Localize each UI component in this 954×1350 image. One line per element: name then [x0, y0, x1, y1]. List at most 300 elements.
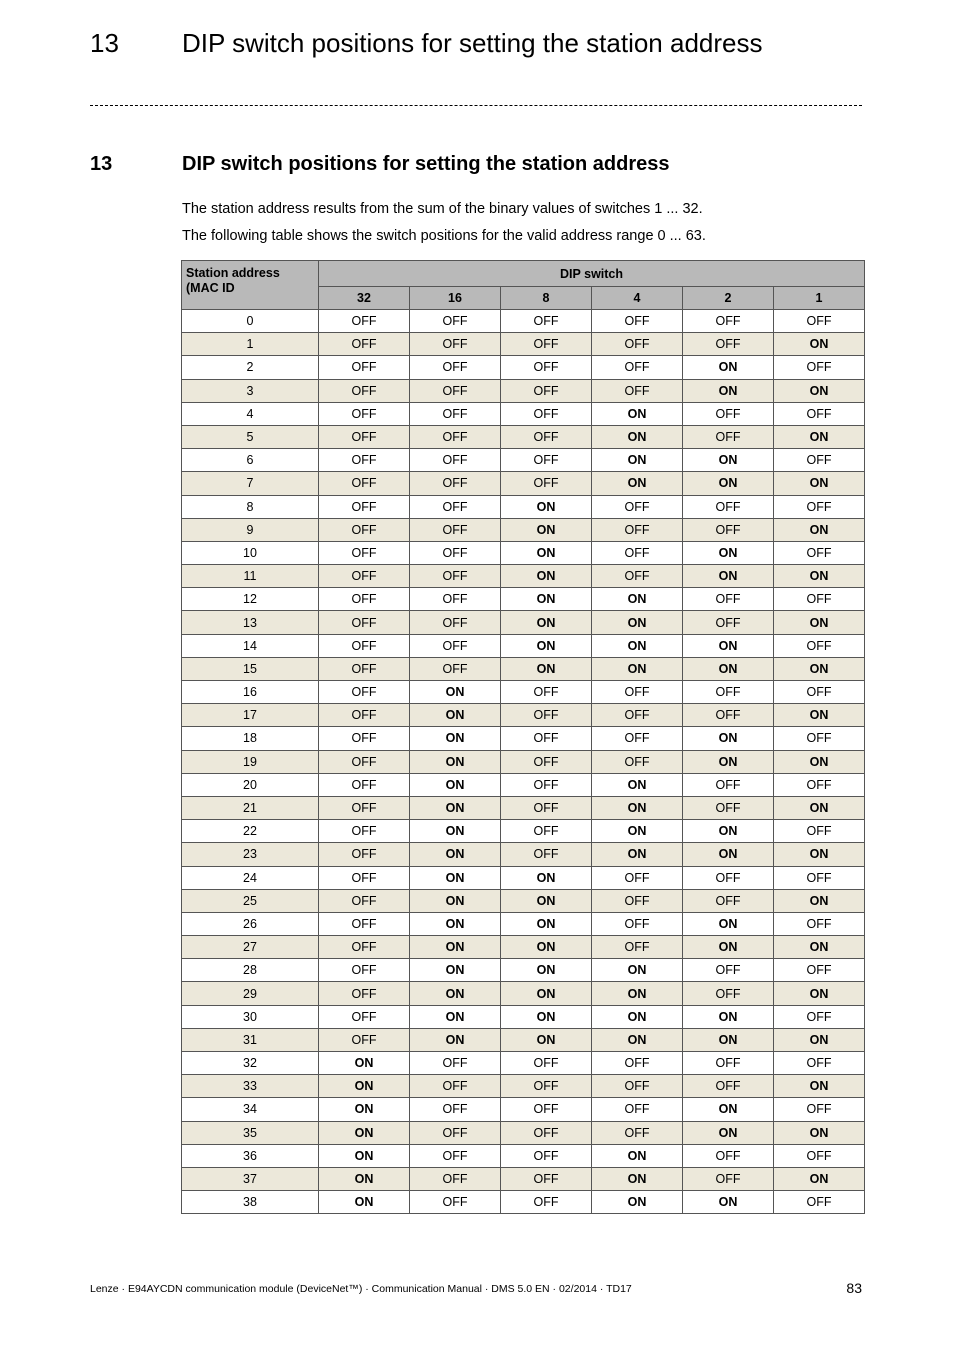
- switch-state-cell: OFF: [319, 912, 410, 935]
- switch-state-cell: OFF: [592, 681, 683, 704]
- switch-state-cell: OFF: [774, 449, 865, 472]
- switch-state-cell: ON: [774, 1167, 865, 1190]
- switch-state-cell: ON: [683, 727, 774, 750]
- switch-state-cell: OFF: [501, 425, 592, 448]
- table-row: [182, 796, 865, 819]
- switch-state-cell: OFF: [319, 402, 410, 425]
- switch-state-cell: OFF: [774, 912, 865, 935]
- table-row: [182, 356, 865, 379]
- switch-state-cell: OFF: [501, 843, 592, 866]
- switch-state-cell: ON: [501, 541, 592, 564]
- switch-state-cell: OFF: [410, 565, 501, 588]
- switch-state-cell: OFF: [410, 1121, 501, 1144]
- switch-state-cell: ON: [501, 959, 592, 982]
- switch-state-cell: OFF: [319, 310, 410, 333]
- switch-state-cell: ON: [319, 1191, 410, 1214]
- switch-2-header: 2: [683, 287, 774, 310]
- chapter-number: 13: [90, 28, 119, 58]
- switch-state-cell: OFF: [501, 1121, 592, 1144]
- switch-state-cell: OFF: [683, 1052, 774, 1075]
- table-row: [182, 959, 865, 982]
- switch-state-cell: OFF: [501, 379, 592, 402]
- switch-state-cell: ON: [592, 449, 683, 472]
- switch-state-cell: OFF: [683, 796, 774, 819]
- switch-state-cell: OFF: [774, 356, 865, 379]
- switch-state-cell: OFF: [592, 1052, 683, 1075]
- switch-state-cell: ON: [683, 936, 774, 959]
- switch-state-cell: ON: [319, 1075, 410, 1098]
- switch-state-cell: ON: [592, 1005, 683, 1028]
- table-row: [182, 912, 865, 935]
- station-address-cell: 8: [182, 495, 319, 518]
- switch-32-header: 32: [319, 287, 410, 310]
- switch-state-cell: OFF: [683, 310, 774, 333]
- switch-state-cell: OFF: [410, 1144, 501, 1167]
- table-row: [182, 565, 865, 588]
- table-row: [182, 402, 865, 425]
- station-address-cell: 16: [182, 681, 319, 704]
- switch-state-cell: OFF: [501, 310, 592, 333]
- station-address-cell: 32: [182, 1052, 319, 1075]
- switch-state-cell: OFF: [410, 402, 501, 425]
- switch-state-cell: OFF: [501, 1144, 592, 1167]
- switch-state-cell: OFF: [774, 1191, 865, 1214]
- switch-state-cell: OFF: [410, 449, 501, 472]
- station-address-cell: 3: [182, 379, 319, 402]
- table-row: [182, 1005, 865, 1028]
- switch-state-cell: ON: [410, 750, 501, 773]
- switch-state-cell: OFF: [410, 611, 501, 634]
- switch-state-cell: OFF: [319, 611, 410, 634]
- station-address-cell: 20: [182, 773, 319, 796]
- range-paragraph: The following table shows the switch positions for the valid address range 0 ... 63.: [182, 228, 706, 244]
- switch-state-cell: OFF: [683, 704, 774, 727]
- switch-state-cell: OFF: [319, 425, 410, 448]
- switch-state-cell: ON: [319, 1121, 410, 1144]
- table-row: [182, 1191, 865, 1214]
- station-address-cell: 15: [182, 657, 319, 680]
- switch-state-cell: ON: [683, 541, 774, 564]
- switch-state-cell: OFF: [683, 402, 774, 425]
- switch-state-cell: OFF: [319, 820, 410, 843]
- switch-state-cell: OFF: [592, 1121, 683, 1144]
- switch-state-cell: ON: [592, 796, 683, 819]
- switch-state-cell: ON: [774, 936, 865, 959]
- switch-state-cell: ON: [501, 1028, 592, 1051]
- station-address-cell: 1: [182, 333, 319, 356]
- switch-state-cell: OFF: [774, 588, 865, 611]
- station-address-cell: 22: [182, 820, 319, 843]
- switch-state-cell: ON: [683, 820, 774, 843]
- switch-state-cell: OFF: [774, 773, 865, 796]
- header-divider: [90, 105, 862, 106]
- switch-state-cell: OFF: [501, 356, 592, 379]
- switch-state-cell: ON: [774, 379, 865, 402]
- table-row: [182, 379, 865, 402]
- switch-state-cell: ON: [501, 1005, 592, 1028]
- switch-state-cell: OFF: [683, 1075, 774, 1098]
- table-row: [182, 611, 865, 634]
- table-row: [182, 541, 865, 564]
- station-address-cell: 29: [182, 982, 319, 1005]
- switch-state-cell: OFF: [319, 518, 410, 541]
- switch-state-cell: OFF: [410, 333, 501, 356]
- table-row: [182, 843, 865, 866]
- switch-state-cell: ON: [592, 1144, 683, 1167]
- switch-state-cell: ON: [774, 472, 865, 495]
- table-row: [182, 1075, 865, 1098]
- switch-state-cell: OFF: [774, 634, 865, 657]
- switch-state-cell: OFF: [319, 657, 410, 680]
- station-address-cell: 9: [182, 518, 319, 541]
- switch-state-cell: OFF: [774, 681, 865, 704]
- switch-state-cell: ON: [774, 889, 865, 912]
- switch-state-cell: OFF: [319, 982, 410, 1005]
- table-row: [182, 1098, 865, 1121]
- station-address-cell: 28: [182, 959, 319, 982]
- dip-switch-header: DIP switch: [319, 261, 865, 287]
- table-row: [182, 1028, 865, 1051]
- switch-state-cell: ON: [501, 657, 592, 680]
- switch-state-cell: ON: [683, 1191, 774, 1214]
- switch-state-cell: OFF: [319, 472, 410, 495]
- switch-state-cell: OFF: [592, 750, 683, 773]
- switch-state-cell: OFF: [774, 1005, 865, 1028]
- switch-state-cell: OFF: [592, 889, 683, 912]
- switch-state-cell: OFF: [319, 495, 410, 518]
- table-row: [182, 333, 865, 356]
- switch-state-cell: OFF: [410, 310, 501, 333]
- switch-state-cell: ON: [592, 402, 683, 425]
- switch-state-cell: OFF: [319, 356, 410, 379]
- switch-state-cell: ON: [501, 866, 592, 889]
- switch-state-cell: ON: [592, 472, 683, 495]
- table-row: [182, 1167, 865, 1190]
- switch-state-cell: OFF: [319, 773, 410, 796]
- table-row: [182, 495, 865, 518]
- switch-1-header: 1: [774, 287, 865, 310]
- switch-state-cell: OFF: [319, 588, 410, 611]
- switch-state-cell: OFF: [319, 750, 410, 773]
- table-row: [182, 1121, 865, 1144]
- station-address-cell: 17: [182, 704, 319, 727]
- switch-state-cell: ON: [683, 565, 774, 588]
- switch-8-header: 8: [501, 287, 592, 310]
- switch-state-cell: ON: [774, 750, 865, 773]
- table-row: [182, 773, 865, 796]
- switch-state-cell: ON: [683, 912, 774, 935]
- table-row: [182, 727, 865, 750]
- station-address-cell: 13: [182, 611, 319, 634]
- switch-state-cell: OFF: [410, 634, 501, 657]
- switch-state-cell: ON: [774, 1075, 865, 1098]
- switch-state-cell: ON: [501, 982, 592, 1005]
- switch-state-cell: OFF: [501, 820, 592, 843]
- switch-state-cell: ON: [683, 1121, 774, 1144]
- switch-state-cell: ON: [319, 1167, 410, 1190]
- switch-state-cell: OFF: [410, 1098, 501, 1121]
- table-row: [182, 449, 865, 472]
- switch-state-cell: OFF: [319, 727, 410, 750]
- switch-state-cell: OFF: [592, 1098, 683, 1121]
- switch-state-cell: OFF: [501, 402, 592, 425]
- switch-state-cell: OFF: [774, 1052, 865, 1075]
- table-row: [182, 425, 865, 448]
- station-address-cell: 37: [182, 1167, 319, 1190]
- switch-state-cell: ON: [410, 773, 501, 796]
- switch-state-cell: OFF: [319, 796, 410, 819]
- switch-state-cell: ON: [592, 820, 683, 843]
- switch-state-cell: OFF: [592, 495, 683, 518]
- switch-state-cell: OFF: [774, 866, 865, 889]
- switch-state-cell: ON: [774, 1121, 865, 1144]
- station-address-cell: 5: [182, 425, 319, 448]
- table-row: [182, 588, 865, 611]
- switch-state-cell: OFF: [774, 959, 865, 982]
- switch-state-cell: ON: [410, 843, 501, 866]
- switch-state-cell: ON: [410, 1005, 501, 1028]
- switch-state-cell: ON: [774, 657, 865, 680]
- switch-state-cell: OFF: [410, 657, 501, 680]
- switch-state-cell: OFF: [774, 495, 865, 518]
- station-address-cell: 38: [182, 1191, 319, 1214]
- station-address-cell: 11: [182, 565, 319, 588]
- switch-state-cell: OFF: [319, 959, 410, 982]
- switch-state-cell: OFF: [774, 1098, 865, 1121]
- station-address-cell: 35: [182, 1121, 319, 1144]
- table-row: [182, 704, 865, 727]
- switch-state-cell: ON: [774, 565, 865, 588]
- switch-state-cell: OFF: [410, 518, 501, 541]
- switch-state-cell: OFF: [592, 912, 683, 935]
- switch-state-cell: OFF: [319, 565, 410, 588]
- switch-state-cell: ON: [410, 727, 501, 750]
- table-row: [182, 657, 865, 680]
- table-row: [182, 820, 865, 843]
- switch-state-cell: OFF: [774, 727, 865, 750]
- section-title: DIP switch positions for setting the station address: [182, 153, 670, 175]
- switch-state-cell: ON: [501, 588, 592, 611]
- switch-state-cell: ON: [410, 681, 501, 704]
- switch-state-cell: ON: [410, 959, 501, 982]
- switch-state-cell: OFF: [683, 866, 774, 889]
- switch-state-cell: OFF: [774, 541, 865, 564]
- switch-state-cell: ON: [410, 982, 501, 1005]
- page-number: 83: [846, 1280, 862, 1296]
- switch-state-cell: OFF: [319, 681, 410, 704]
- switch-state-cell: OFF: [319, 866, 410, 889]
- switch-state-cell: OFF: [501, 1191, 592, 1214]
- switch-4-header: 4: [592, 287, 683, 310]
- station-address-cell: 30: [182, 1005, 319, 1028]
- switch-state-cell: OFF: [683, 495, 774, 518]
- switch-state-cell: ON: [501, 634, 592, 657]
- table-row: [182, 1144, 865, 1167]
- table-row: [182, 866, 865, 889]
- switch-state-cell: OFF: [592, 518, 683, 541]
- switch-state-cell: OFF: [410, 588, 501, 611]
- switch-state-cell: OFF: [410, 472, 501, 495]
- switch-state-cell: OFF: [683, 1167, 774, 1190]
- intro-paragraph: The station address results from the sum of the binary values of switches 1 ... 32.: [182, 201, 703, 217]
- switch-state-cell: OFF: [501, 1052, 592, 1075]
- switch-state-cell: OFF: [319, 449, 410, 472]
- switch-state-cell: OFF: [501, 796, 592, 819]
- switch-state-cell: ON: [774, 796, 865, 819]
- station-address-cell: 25: [182, 889, 319, 912]
- station-address-cell: 27: [182, 936, 319, 959]
- switch-state-cell: ON: [683, 843, 774, 866]
- switch-state-cell: ON: [592, 634, 683, 657]
- station-address-cell: 26: [182, 912, 319, 935]
- switch-state-cell: OFF: [592, 565, 683, 588]
- switch-state-cell: ON: [774, 1028, 865, 1051]
- table-row: [182, 889, 865, 912]
- switch-state-cell: ON: [410, 796, 501, 819]
- switch-state-cell: OFF: [319, 889, 410, 912]
- switch-state-cell: OFF: [592, 333, 683, 356]
- switch-state-cell: ON: [592, 843, 683, 866]
- switch-state-cell: ON: [501, 912, 592, 935]
- station-address-cell: 0: [182, 310, 319, 333]
- station-address-cell: 23: [182, 843, 319, 866]
- table-row: [182, 681, 865, 704]
- station-address-cell: 19: [182, 750, 319, 773]
- switch-state-cell: OFF: [774, 402, 865, 425]
- switch-state-cell: OFF: [501, 1075, 592, 1098]
- switch-state-cell: OFF: [683, 959, 774, 982]
- switch-state-cell: OFF: [592, 704, 683, 727]
- switch-16-header: 16: [410, 287, 501, 310]
- switch-state-cell: OFF: [410, 1191, 501, 1214]
- switch-state-cell: ON: [774, 611, 865, 634]
- switch-state-cell: OFF: [774, 310, 865, 333]
- station-address-cell: 18: [182, 727, 319, 750]
- footer-text: Lenze · E94AYCDN communication module (DeviceNet™) · Communication Manual · DMS 5.0 EN · 02/2014 · TD17: [90, 1283, 632, 1295]
- station-address-cell: 7: [182, 472, 319, 495]
- station-address-cell: 6: [182, 449, 319, 472]
- switch-state-cell: ON: [410, 936, 501, 959]
- switch-state-cell: OFF: [319, 1028, 410, 1051]
- switch-state-cell: ON: [592, 611, 683, 634]
- switch-state-cell: OFF: [410, 1052, 501, 1075]
- switch-state-cell: ON: [683, 750, 774, 773]
- switch-state-cell: OFF: [683, 982, 774, 1005]
- switch-state-cell: OFF: [319, 1005, 410, 1028]
- switch-state-cell: ON: [683, 472, 774, 495]
- switch-state-cell: OFF: [410, 379, 501, 402]
- switch-state-cell: ON: [501, 611, 592, 634]
- switch-state-cell: ON: [774, 843, 865, 866]
- station-address-header: Station address (MAC ID: [182, 261, 319, 310]
- switch-state-cell: ON: [592, 657, 683, 680]
- switch-state-cell: OFF: [683, 1144, 774, 1167]
- switch-state-cell: ON: [683, 356, 774, 379]
- switch-state-cell: OFF: [592, 356, 683, 379]
- switch-state-cell: OFF: [501, 1098, 592, 1121]
- switch-state-cell: OFF: [683, 425, 774, 448]
- switch-state-cell: ON: [592, 1167, 683, 1190]
- chapter-title: DIP switch positions for setting the station address: [182, 28, 763, 58]
- switch-state-cell: OFF: [592, 1075, 683, 1098]
- switch-state-cell: ON: [683, 634, 774, 657]
- switch-state-cell: OFF: [501, 773, 592, 796]
- switch-state-cell: ON: [592, 982, 683, 1005]
- switch-state-cell: ON: [592, 1028, 683, 1051]
- switch-state-cell: OFF: [501, 750, 592, 773]
- switch-state-cell: ON: [683, 657, 774, 680]
- switch-state-cell: OFF: [501, 449, 592, 472]
- switch-state-cell: ON: [410, 912, 501, 935]
- dip-switch-table: [181, 260, 865, 1214]
- switch-state-cell: OFF: [683, 333, 774, 356]
- switch-state-cell: OFF: [501, 681, 592, 704]
- switch-state-cell: OFF: [592, 379, 683, 402]
- switch-state-cell: ON: [774, 704, 865, 727]
- switch-state-cell: ON: [410, 889, 501, 912]
- switch-state-cell: OFF: [683, 889, 774, 912]
- switch-state-cell: ON: [683, 1005, 774, 1028]
- switch-state-cell: ON: [410, 866, 501, 889]
- station-address-cell: 31: [182, 1028, 319, 1051]
- switch-state-cell: ON: [410, 1028, 501, 1051]
- switch-state-cell: ON: [410, 704, 501, 727]
- switch-state-cell: OFF: [319, 704, 410, 727]
- switch-state-cell: OFF: [683, 518, 774, 541]
- switch-state-cell: OFF: [410, 1075, 501, 1098]
- station-address-cell: 4: [182, 402, 319, 425]
- station-address-cell: 34: [182, 1098, 319, 1121]
- station-address-cell: 33: [182, 1075, 319, 1098]
- switch-state-cell: ON: [501, 889, 592, 912]
- switch-state-cell: OFF: [319, 634, 410, 657]
- switch-state-cell: OFF: [683, 611, 774, 634]
- switch-state-cell: OFF: [774, 820, 865, 843]
- switch-state-cell: OFF: [683, 588, 774, 611]
- table-row: [182, 472, 865, 495]
- table-row: [182, 634, 865, 657]
- switch-state-cell: ON: [683, 1098, 774, 1121]
- table-row: [182, 310, 865, 333]
- table-row: [182, 1052, 865, 1075]
- station-address-cell: 12: [182, 588, 319, 611]
- table-row: [182, 982, 865, 1005]
- switch-state-cell: ON: [592, 425, 683, 448]
- switch-state-cell: ON: [592, 588, 683, 611]
- switch-state-cell: OFF: [410, 1167, 501, 1190]
- switch-state-cell: ON: [319, 1052, 410, 1075]
- switch-state-cell: OFF: [319, 541, 410, 564]
- table-row: [182, 518, 865, 541]
- switch-state-cell: ON: [501, 936, 592, 959]
- switch-state-cell: OFF: [410, 425, 501, 448]
- section-number: 13: [90, 153, 113, 175]
- switch-state-cell: ON: [319, 1144, 410, 1167]
- switch-state-cell: OFF: [592, 727, 683, 750]
- switch-state-cell: OFF: [319, 843, 410, 866]
- switch-state-cell: OFF: [501, 333, 592, 356]
- table-row: [182, 750, 865, 773]
- switch-state-cell: OFF: [410, 541, 501, 564]
- switch-state-cell: ON: [319, 1098, 410, 1121]
- switch-state-cell: OFF: [683, 773, 774, 796]
- switch-state-cell: OFF: [410, 495, 501, 518]
- station-address-cell: 24: [182, 866, 319, 889]
- switch-state-cell: OFF: [683, 681, 774, 704]
- table-row: [182, 936, 865, 959]
- switch-state-cell: ON: [501, 518, 592, 541]
- switch-state-cell: ON: [683, 379, 774, 402]
